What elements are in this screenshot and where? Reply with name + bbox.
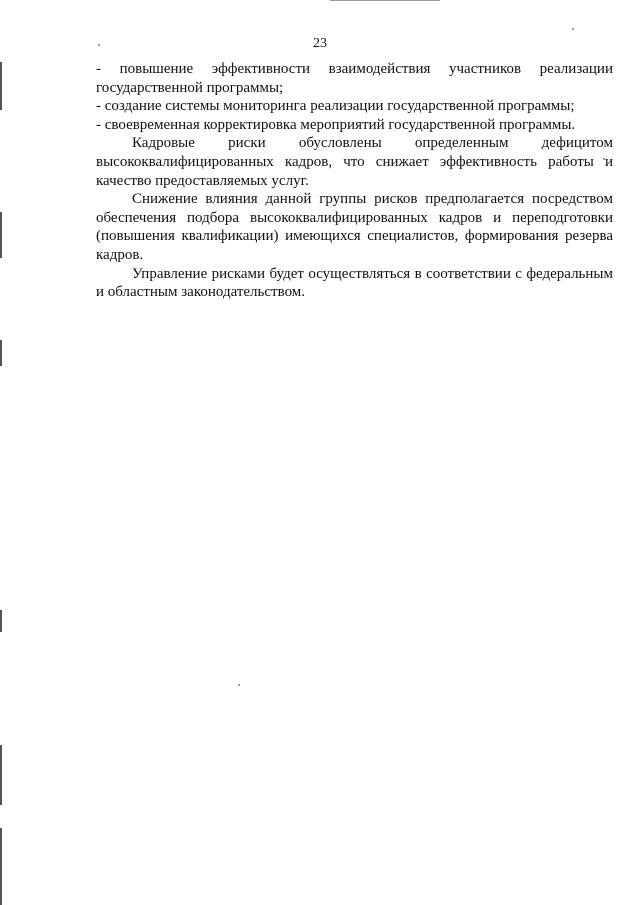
page-number: 23	[313, 36, 327, 51]
scan-speck	[238, 684, 240, 686]
document-body	[96, 60, 613, 302]
scan-edge-artifact	[0, 340, 2, 366]
scan-edge-artifact	[0, 745, 2, 805]
bullet-paragraph: - своевременная корректировка мероприятий государственной программы.	[96, 116, 576, 133]
bullet-paragraph: - повышение эффективности взаимодействия участников реализации государственной программы;	[96, 61, 613, 96]
body-paragraph: Снижение влияния данной группы рисков предполагается посредством обеспечения подбора высококвалифицированных кадров и переподготовки (повышения квалификации) имеющихся специалистов, формирования резерва кадров.	[96, 191, 613, 263]
body-paragraph: Управление рисками будет осуществляться в соответствии с федеральным и областным законодательством.	[96, 265, 613, 301]
scan-edge-artifact	[0, 62, 2, 110]
body-paragraph: Кадровые риски обусловлены определенным дефицитом высококвалифицированных кадров, что снижает эффективность работы и качество предоставляемых услуг.	[96, 135, 613, 189]
scan-edge-artifact	[0, 610, 2, 632]
scan-edge-artifact	[0, 212, 2, 258]
bullet-paragraph: - создание системы мониторинга реализации государственной программы;	[96, 98, 575, 115]
scan-edge-artifact	[0, 828, 2, 905]
scan-speck	[572, 28, 574, 30]
scan-top-artifact	[330, 0, 440, 1]
